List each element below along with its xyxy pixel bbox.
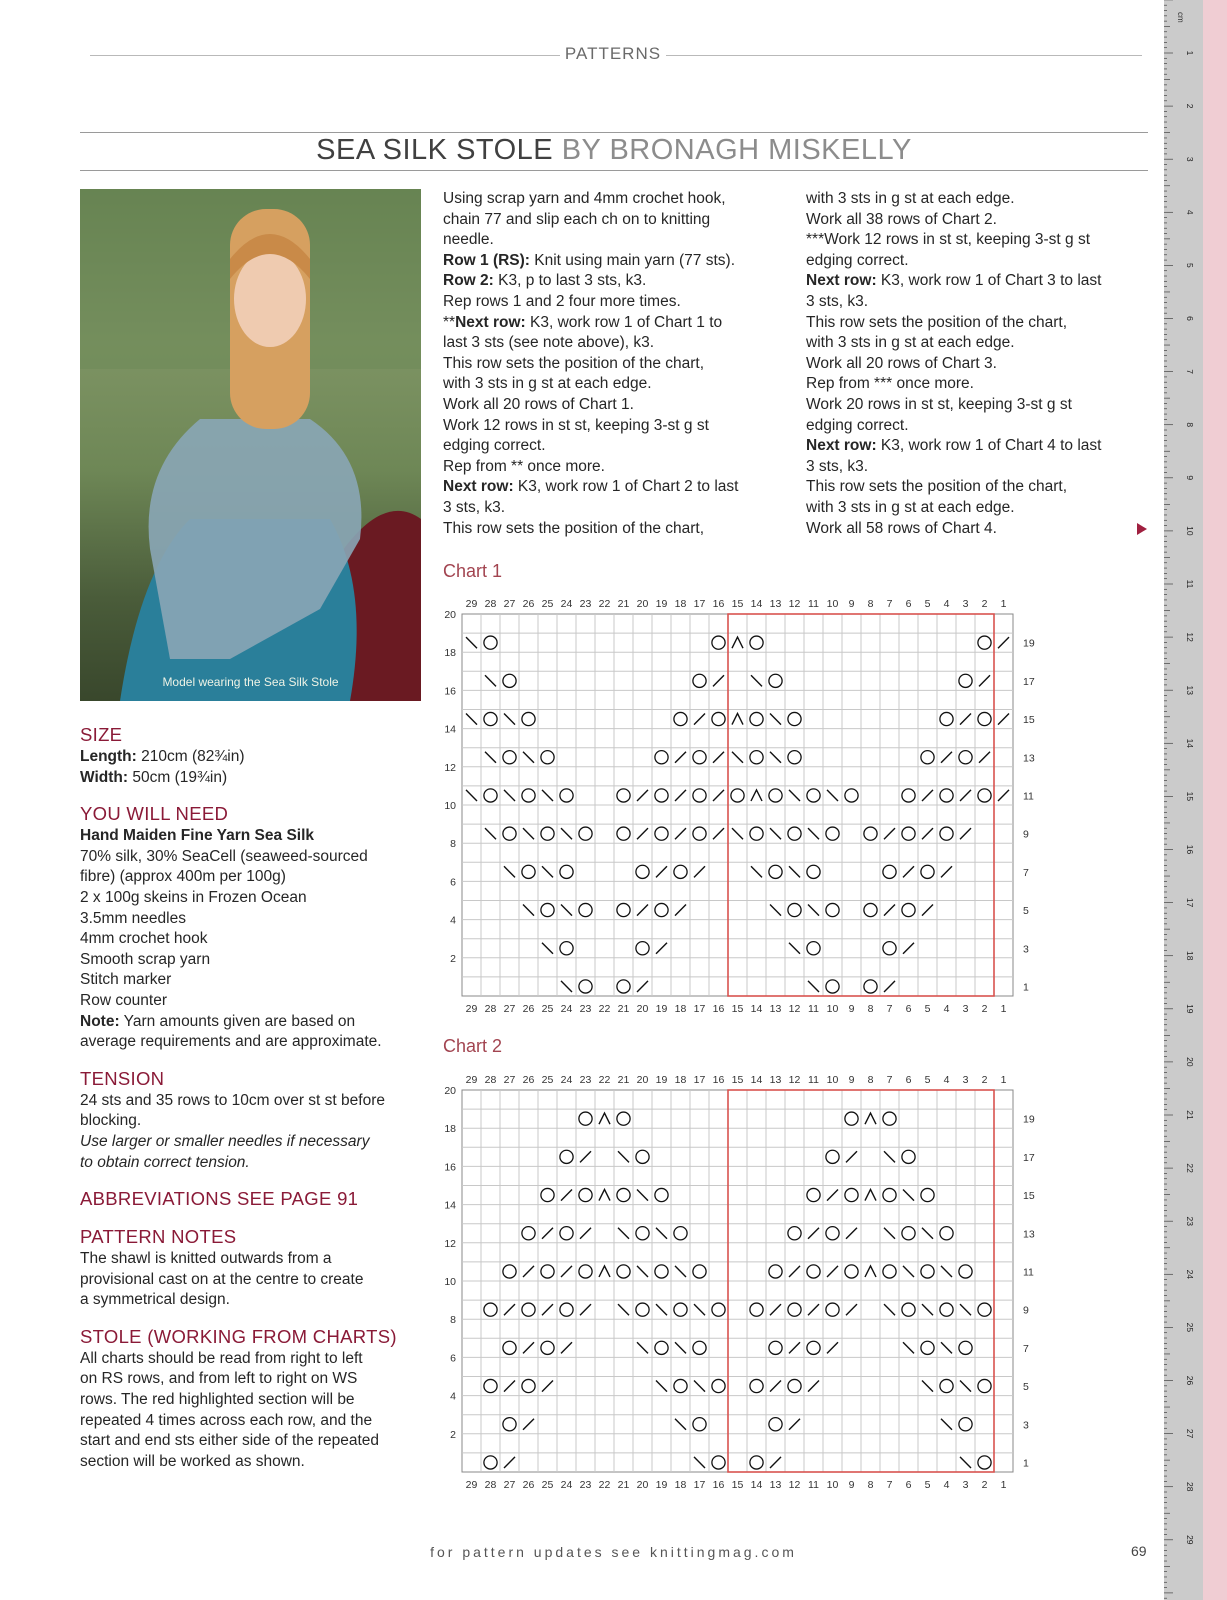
row-label-left: 6 [450,876,456,889]
ruler [1164,0,1227,1600]
column-label: 24 [560,598,573,610]
column-label: 15 [731,1479,744,1491]
column-label: 13 [769,1074,782,1086]
need-line: Stitch marker [80,971,172,989]
column-label: 24 [560,1479,573,1491]
row-label-left: 12 [444,1237,456,1250]
instruction-line: last 3 sts (see note above), k3. [443,334,655,352]
size-width: Width: 50cm (19¾in) [80,768,228,786]
ruler-cm-label: 3 [1185,156,1195,162]
yarn-note: Note: Yarn amounts given are based on [80,1012,356,1030]
column-label: 22 [598,1074,611,1086]
column-label: 24 [560,1074,573,1086]
column-label: 17 [693,1003,706,1015]
column-label: 21 [617,1003,630,1015]
ruler-cm-label: 20 [1185,1057,1195,1067]
column-label: 6 [905,598,912,610]
ruler-cm-label: 17 [1185,897,1195,908]
ruler-cm-label: 10 [1185,526,1195,536]
model-photo [80,189,421,701]
stole-line: on RS rows, and from left to right on WS [80,1370,358,1388]
column-label: 2 [981,1003,988,1015]
column-label: 26 [522,1479,535,1491]
instruction-line: needle. [443,231,494,249]
stole-line: repeated 4 times across each row, and the [80,1411,373,1429]
column-label: 9 [848,1479,855,1491]
row-label-right: 13 [1023,752,1035,765]
instruction-line: Work all 20 rows of Chart 3. [806,354,997,372]
title-rule-bottom [80,170,1148,171]
instruction-line: Work 12 rows in st st, keeping 3-st g st [443,416,709,434]
stole-heading: STOLE (WORKING FROM CHARTS) [80,1325,397,1347]
title-byline: BY BRONAGH MISKELLY [561,134,912,166]
instruction-line: Work all 38 rows of Chart 2. [806,210,997,228]
title-main: SEA SILK STOLE [316,134,554,166]
row-label-left: 4 [450,914,456,927]
column-label: 11 [808,1479,819,1491]
column-label: 26 [522,598,535,610]
instruction-line: ***Work 12 rows in st st, keeping 3-st g st [806,231,1090,249]
instruction-line: This row sets the position of the chart, [443,354,705,372]
ruler-cm-label: 21 [1185,1110,1195,1120]
row-label-right: 15 [1023,1190,1035,1203]
column-label: 16 [712,1074,725,1086]
ruler-cm-label: 29 [1185,1535,1195,1545]
tension-line: blocking. [80,1112,142,1130]
row-label-right: 9 [1023,828,1029,841]
row-label-left: 18 [444,1123,456,1136]
column-label: 1 [1000,598,1007,610]
need-line: 4mm crochet hook [80,930,208,948]
column-label: 23 [579,1074,592,1086]
row-label-right: 1 [1023,981,1029,994]
column-label: 6 [905,1479,912,1491]
page-marker-arrow [1137,523,1147,535]
left-column [80,723,425,1472]
column-label: 9 [848,1074,855,1086]
column-label: 21 [617,598,630,610]
column-label: 11 [808,598,819,610]
column-label: 25 [541,1074,554,1086]
column-label: 27 [503,598,516,610]
instruction-line: 3 sts, k3. [806,457,869,475]
stole-line: section will be worked as shown. [80,1452,305,1470]
instruction-line: This row sets the position of the chart, [443,519,705,537]
notes-line: provisional cast on at the centre to create [80,1270,364,1288]
column-label: 29 [465,598,478,610]
column-label: 11 [808,1074,819,1086]
column-label: 29 [465,1479,478,1491]
column-label: 7 [886,1479,893,1491]
column-label: 3 [962,598,969,610]
column-label: 25 [541,598,554,610]
instruction-line: This row sets the position of the chart, [806,478,1068,496]
row-label-right: 9 [1023,1304,1029,1317]
chart-1 [440,592,1040,1017]
instruction-line: edging correct. [806,251,909,269]
instruction-line: Work all 58 rows of Chart 4. [806,519,997,537]
column-label: 19 [655,1479,668,1491]
column-label: 10 [826,1074,839,1086]
ruler-cm-label: 23 [1185,1216,1195,1226]
row-label-left: 2 [450,1428,456,1441]
instructions-column-1 [443,189,783,539]
instruction-line: Using scrap yarn and 4mm crochet hook, [443,190,726,207]
size-length: Length: 210cm (82¾in) [80,748,245,765]
size-heading: SIZE [80,724,123,745]
column-label: 19 [655,1074,668,1086]
column-label: 17 [693,1479,706,1491]
row-label-left: 16 [444,1161,456,1174]
column-label: 4 [943,1074,950,1086]
ruler-cm-label: 11 [1185,579,1195,589]
row-label-left: 20 [444,1085,456,1097]
column-label: 1 [1000,1074,1007,1086]
stole-line: All charts should be read from right to left [80,1349,363,1367]
column-label: 6 [905,1003,912,1015]
ruler-cm-label: 22 [1185,1163,1195,1173]
section-label: PATTERNS [560,44,666,64]
column-label: 13 [769,1003,782,1015]
row-label-right: 19 [1023,637,1035,650]
instruction-line: Next row: K3, work row 1 of Chart 2 to last [443,478,739,496]
column-label: 16 [712,1479,725,1491]
title-rule-top [80,132,1148,133]
ruler-cm-label: 19 [1185,1004,1195,1014]
ruler-cm-label: 5 [1185,263,1195,268]
row-label-right: 19 [1023,1113,1035,1126]
row-label-right: 13 [1023,1228,1035,1241]
row-label-right: 17 [1023,675,1035,688]
instruction-line: with 3 sts in g st at each edge. [806,334,1015,352]
column-label: 22 [598,1479,611,1491]
column-label: 11 [808,1003,819,1015]
column-label: 5 [924,1003,931,1015]
column-label: 15 [731,1003,744,1015]
need-line: Row counter [80,991,168,1009]
ruler-cm-label: 16 [1185,844,1195,855]
row-label-right: 11 [1023,790,1034,803]
column-label: 5 [924,1074,931,1086]
column-label: 20 [636,598,649,610]
column-label: 18 [674,1479,687,1491]
column-label: 14 [750,1003,763,1015]
column-label: 12 [788,1479,801,1491]
header-rule-right [666,55,1142,56]
column-label: 25 [541,1003,554,1015]
instruction-line: Rep from ** once more. [443,457,605,475]
column-label: 9 [848,598,855,610]
column-label: 3 [962,1074,969,1086]
column-label: 17 [693,1074,706,1086]
ruler-cm-label: 7 [1185,369,1195,374]
notes-line: The shawl is knitted outwards from a [80,1250,332,1268]
instruction-line: Rep from *** once more. [806,375,974,393]
column-label: 19 [655,598,668,610]
row-label-right: 3 [1023,943,1029,956]
column-label: 8 [867,1003,874,1015]
instruction-line: This row sets the position of the chart, [806,313,1068,331]
column-label: 24 [560,1003,573,1015]
row-label-left: 12 [444,761,456,774]
column-label: 23 [579,1479,592,1491]
row-label-left: 4 [450,1390,456,1403]
column-label: 1 [1000,1003,1007,1015]
ruler-cm-label: 14 [1185,738,1195,749]
ruler-cm-label: 8 [1185,422,1195,428]
column-label: 5 [924,1479,931,1491]
column-label: 4 [943,1479,950,1491]
row-label-right: 5 [1023,1381,1029,1394]
stole-line: rows. The red highlighted section will be [80,1391,355,1409]
row-label-right: 5 [1023,905,1029,918]
column-label: 26 [522,1074,535,1086]
ruler-cm-label: 25 [1185,1322,1195,1333]
column-label: 25 [541,1479,554,1491]
instruction-line: Row 1 (RS): Knit using main yarn (77 sts). [443,251,735,269]
instruction-line: Row 2: K3, p to last 3 sts, k3. [443,272,647,290]
row-label-right: 1 [1023,1457,1029,1470]
need-line: 2 x 100g skeins in Frozen Ocean [80,888,307,906]
row-label-right: 11 [1023,1266,1034,1279]
row-label-left: 2 [450,952,456,965]
instruction-line: Work all 20 rows of Chart 1. [443,395,634,413]
ruler-cm-label: 2 [1185,103,1195,109]
column-label: 9 [848,1003,855,1015]
page-title [80,134,1148,167]
row-label-left: 8 [450,1314,456,1327]
column-label: 2 [981,1479,988,1491]
instruction-line: with 3 sts in g st at each edge. [443,375,652,393]
column-label: 17 [693,598,706,610]
ruler-cm-label: 26 [1185,1375,1195,1386]
ruler-cm-label: 15 [1185,791,1195,802]
column-label: 10 [826,598,839,610]
column-label: 23 [579,1003,592,1015]
footer-text: for pattern updates see knittingmag.com [430,1544,797,1560]
column-label: 27 [503,1479,516,1491]
column-label: 22 [598,598,611,610]
column-label: 20 [636,1479,649,1491]
instruction-line: Next row: K3, work row 1 of Chart 3 to last [806,272,1102,290]
column-label: 16 [712,1003,725,1015]
ruler-cm-label: 6 [1185,316,1195,321]
column-label: 14 [750,1479,763,1491]
ruler-cm-label: 4 [1185,209,1195,215]
column-label: 20 [636,1003,649,1015]
tension-italic: to obtain correct tension. [80,1153,250,1171]
need-line: Smooth scrap yarn [80,950,211,968]
row-label-left: 14 [444,1199,456,1212]
photo-caption: Model wearing the Sea Silk Stole [162,675,339,689]
need-line: fibre) (approx 400m per 100g) [80,868,286,886]
column-label: 29 [465,1003,478,1015]
row-label-left: 20 [444,609,456,621]
row-label-right: 7 [1023,1342,1029,1355]
ruler-cm-label: 1 [1185,50,1195,56]
ruler-cm-label: 9 [1185,475,1195,481]
row-label-right: 17 [1023,1151,1035,1164]
instruction-line: 3 sts, k3. [443,498,506,516]
column-label: 12 [788,1003,801,1015]
ruler-cm-label: 13 [1185,685,1195,695]
column-label: 12 [788,1074,801,1086]
page-number: 69 [1131,1543,1147,1559]
column-label: 28 [484,1479,497,1491]
column-label: 15 [731,598,744,610]
need-line: 3.5mm needles [80,909,186,927]
ruler-cm-label: 12 [1185,632,1195,642]
column-label: 23 [579,598,592,610]
column-label: 18 [674,1003,687,1015]
column-label: 27 [503,1003,516,1015]
column-label: 10 [826,1479,839,1491]
column-label: 13 [769,1479,782,1491]
column-label: 28 [484,1003,497,1015]
column-label: 26 [522,1003,535,1015]
yarn-note-2: average requirements and are approximate. [80,1033,382,1051]
pattern-notes-heading: PATTERN NOTES [80,1226,237,1248]
chart-2-title: Chart 2 [443,1036,503,1056]
instruction-line: 3 sts, k3. [806,292,869,310]
column-label: 29 [465,1074,478,1086]
column-label: 2 [981,598,988,610]
stole-line: start and end sts either side of the repeated [80,1432,379,1450]
column-label: 14 [750,598,763,610]
ruler-cm-label: 18 [1185,950,1195,961]
column-label: 14 [750,1074,763,1086]
column-label: 13 [769,598,782,610]
column-label: 4 [943,598,950,610]
ruler-cm-label: 28 [1185,1481,1195,1492]
column-label: 19 [655,1003,668,1015]
instruction-line: with 3 sts in g st at each edge. [806,498,1015,516]
chart-1-title: Chart 1 [443,561,503,581]
instruction-line: Rep rows 1 and 2 four more times. [443,292,681,310]
tension-italic: Use larger or smaller needles if necessary [80,1132,370,1150]
row-label-left: 18 [444,647,456,660]
column-label: 7 [886,598,893,610]
column-label: 16 [712,598,725,610]
need-heading: YOU WILL NEED [80,803,229,825]
column-label: 18 [674,1074,687,1086]
column-label: 10 [826,1003,839,1015]
column-label: 15 [731,1074,744,1086]
instruction-line: edging correct. [806,416,909,434]
column-label: 28 [484,598,497,610]
row-label-right: 15 [1023,714,1035,727]
abbreviations-heading: ABBREVIATIONS SEE PAGE 91 [80,1188,359,1210]
column-label: 5 [924,598,931,610]
row-label-right: 3 [1023,1419,1029,1432]
column-label: 20 [636,1074,649,1086]
column-label: 18 [674,598,687,610]
row-label-left: 10 [444,800,456,812]
chart-2 [440,1068,1040,1493]
yarn-name: Hand Maiden Fine Yarn Sea Silk [80,827,315,845]
column-label: 12 [788,598,801,610]
column-label: 7 [886,1003,893,1015]
row-label-left: 6 [450,1352,456,1365]
row-label-left: 10 [444,1276,456,1288]
column-label: 28 [484,1074,497,1086]
instruction-line: Work 20 rows in st st, keeping 3-st g st [806,395,1072,413]
instruction-line: with 3 sts in g st at each edge. [806,190,1015,207]
tension-heading: TENSION [80,1067,165,1089]
column-label: 3 [962,1003,969,1015]
column-label: 22 [598,1003,611,1015]
row-label-left: 16 [444,685,456,698]
column-label: 4 [943,1003,950,1015]
column-label: 1 [1000,1479,1007,1491]
tension-line: 24 sts and 35 rows to 10cm over st st before [80,1091,385,1109]
row-label-left: 14 [444,723,456,736]
column-label: 8 [867,1479,874,1491]
row-label-left: 8 [450,838,456,851]
instruction-line: edging correct. [443,437,546,455]
instruction-line: Next row: K3, work row 1 of Chart 4 to last [806,437,1102,455]
ruler-cm-label: 27 [1185,1428,1195,1439]
column-label: 8 [867,598,874,610]
instruction-line: **Next row: K3, work row 1 of Chart 1 to [443,313,723,331]
column-label: 2 [981,1074,988,1086]
row-label-right: 7 [1023,866,1029,879]
instruction-line: chain 77 and slip each ch on to knitting [443,210,711,228]
instructions-column-2 [806,189,1146,539]
notes-line: a symmetrical design. [80,1291,230,1309]
header-rule-left [90,55,560,56]
column-label: 7 [886,1074,893,1086]
column-label: 8 [867,1074,874,1086]
column-label: 27 [503,1074,516,1086]
column-label: 21 [617,1479,630,1491]
ruler-inch-band [1203,0,1227,1600]
column-label: 6 [905,1074,912,1086]
model-photo-illustration [80,189,421,701]
column-label: 21 [617,1074,630,1086]
need-line: 70% silk, 30% SeaCell (seaweed-sourced [80,847,368,865]
ruler-cm-unit: cm [1176,12,1185,23]
column-label: 3 [962,1479,969,1491]
ruler-cm-label: 24 [1185,1269,1195,1280]
